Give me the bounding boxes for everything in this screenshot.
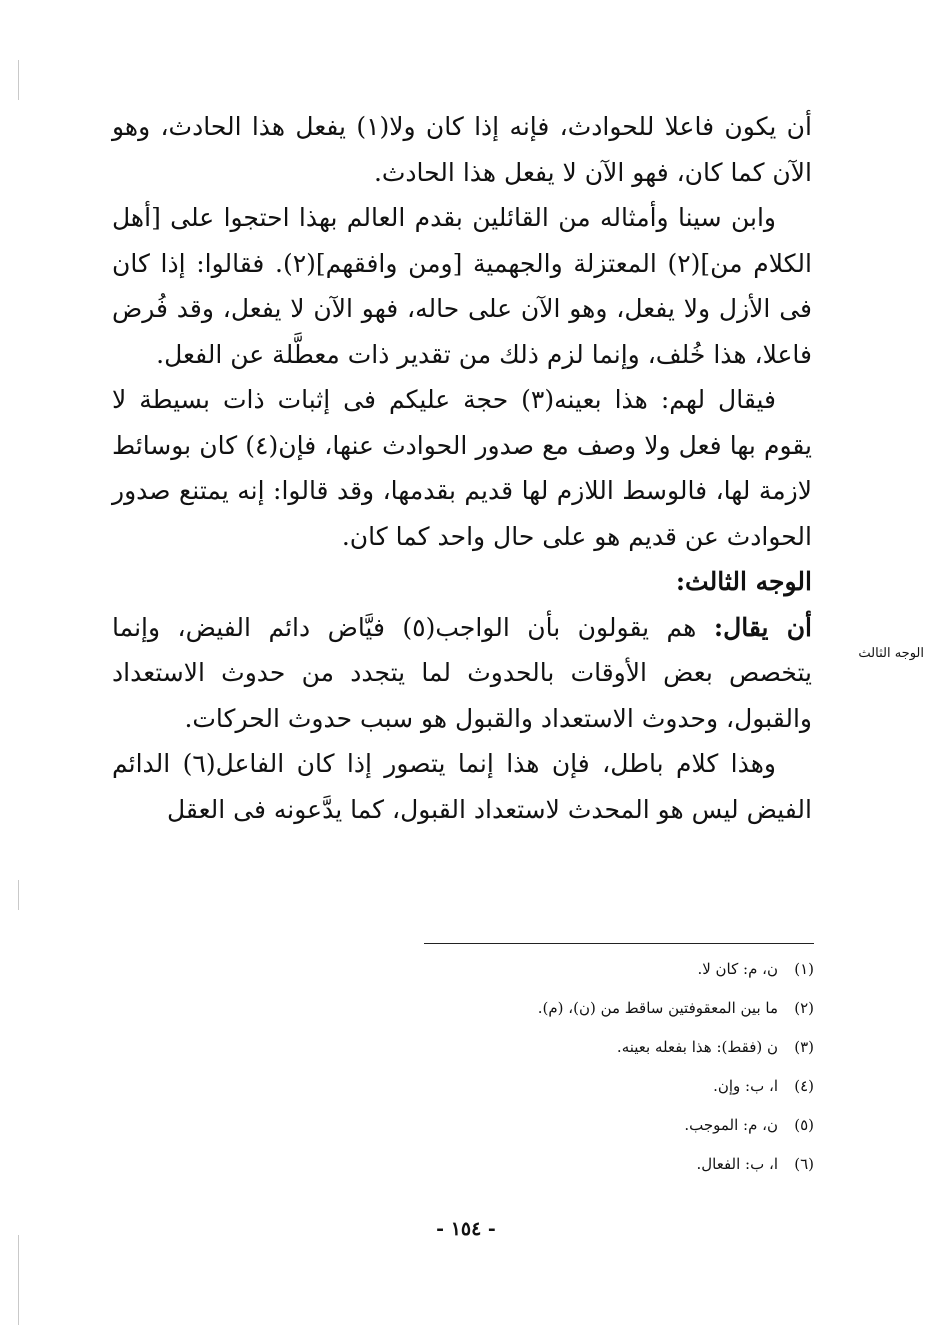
footnote-number: (٥)	[794, 1116, 814, 1134]
footnote	[300, 1033, 814, 1072]
page-number: - ١٥٤ -	[436, 1218, 496, 1240]
footnote-text: ن، م: كان لا.	[697, 960, 778, 978]
scan-edge-mark	[18, 880, 19, 910]
footnote-text: ن (فقط): هذا بفعله بعينه.	[616, 1038, 778, 1056]
footnote-number: (٤)	[794, 1077, 814, 1095]
paragraph: أن يكون فاعلا للحوادث، فإنه إذا كان ولا(١) يفعل هذا الحادث، وهو الآن كما كان، فهو الآن لا يفعل هذا الحادث.	[112, 112, 812, 187]
footnote	[300, 1111, 814, 1150]
footnote-number: (٣)	[794, 1038, 814, 1056]
footnote	[300, 955, 814, 994]
paragraph	[112, 605, 812, 742]
footnote	[300, 1150, 814, 1189]
margin-note: الوجه الثالث	[858, 646, 924, 661]
scan-edge-mark	[18, 1235, 19, 1325]
footnote-text: ن، م: الموجب.	[684, 1116, 778, 1134]
section-heading: الوجه الثالث:	[675, 567, 812, 596]
footnote-text: ا، ب: الفعال.	[696, 1155, 778, 1173]
main-text	[112, 104, 812, 832]
footnote-separator	[424, 943, 814, 944]
footnote-number: (٦)	[794, 1155, 814, 1173]
footnote	[300, 994, 814, 1033]
footnote-text: ما بين المعقوفتين ساقط من (ن)، (م).	[537, 999, 778, 1017]
paragraph: وابن سينا وأمثاله من القائلين بقدم العالم بهذا احتجوا على [أهل الكلام من](٢) المعتزلة والجهمية [ومن وافقهم](٢). فقالوا: إذا كان فى الأزل ولا يفعل، وهو الآن على حاله، فهو الآن لا يفعل، وقد فُرض فاعلا، هذا خُلف، وإنما لزم ذلك من تقدير ذات معطَّلة عن الفعل.	[112, 203, 812, 369]
footnote-number: (١)	[794, 960, 814, 978]
footnote-number: (٢)	[794, 999, 814, 1017]
paragraph-lead: أن يقال:	[713, 612, 812, 642]
paragraph: وهذا كلام باطل، فإن هذا إنما يتصور إذا كان الفاعل(٦) الدائم الفيض ليس هو المحدث لاستعداد القبول، كما يدَّعونه فى العقل	[112, 749, 812, 824]
scan-edge-mark	[18, 60, 19, 100]
footnote-text: ا، ب: وإن.	[713, 1077, 778, 1095]
paragraph: فيقال لهم: هذا بعينه(٣) حجة عليكم فى إثبات ذات بسيطة لا يقوم بها فعل ولا وصف مع صدور الحوادث عنها، فإن(٤) كان بوسائط لازمة لها، فالوسط اللازم لها قديم بقدمها، وقد قالوا: إنه يمتنع صدور الحوادث عن قديم هو على حال واحد كما كان.	[112, 385, 812, 551]
paragraph-body: هم يقولون بأن الواجب(٥) فيَّاض دائم الفيض، وإنما يتخصص بعض الأوقات بالحدوث لما يتجدد من حدوث الاستعداد والقبول، وحدوث الاستعداد والقبول هو سبب حدوث الحركات.	[112, 612, 812, 733]
footnotes	[300, 955, 814, 1189]
footnote	[300, 1072, 814, 1111]
